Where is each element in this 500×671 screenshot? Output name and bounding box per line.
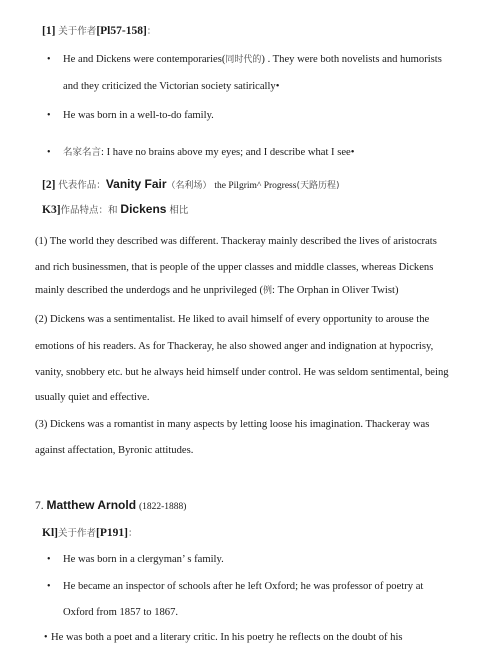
section2-number: [2]: [42, 179, 56, 191]
bullet-3-line-1: [63, 146, 354, 160]
para-2-line-4: usually quiet and effective.: [35, 392, 150, 403]
para-2-line-3: vanity, snobbery etc. but he always heid himself under control. He was seldom sentimental, being: [35, 367, 449, 378]
bullet-1-line-1: [63, 53, 442, 67]
para-1-last-cn: 例: [263, 286, 273, 296]
para-1-last-a: mainly described the underdogs and he unprivileged (: [35, 285, 263, 296]
arnold-bullet-2-line-2: Oxford from 1857 to 1867.: [63, 607, 179, 618]
section1-pages: [Pl57-158]: [96, 25, 147, 37]
work-pilgrim-progress: the Pilgrim^ Progress: [214, 181, 297, 191]
para-1-last-b: : The Orphan in Oliver Twist): [272, 285, 399, 296]
work-vanity-fair-cn: （名利场）: [166, 181, 212, 191]
bullet-marker: •: [47, 110, 51, 121]
section7-heading: [35, 498, 186, 514]
bullet-marker: •: [47, 147, 51, 158]
bullet-marker: •: [44, 632, 48, 643]
para-1-line-1: (1) The world they described was different. Thackeray mainly described the lives of aristocrats: [35, 236, 437, 247]
bullet-1-cn: 同时代的: [225, 55, 262, 65]
para-2-line-1: (2) Dickens was a sentimentalist. He liked to avail himself of every opportunity to arouse the: [35, 314, 430, 325]
para-1-line-2: and rich businessmen, that is people of the upper classes and middle classes, whereas Dickens: [35, 262, 434, 273]
section7-sub-colon: ：: [127, 528, 138, 539]
section1-title-cn: 关于作者: [58, 26, 97, 37]
bullet-2-line-1: He was born in a well-to-do family.: [63, 110, 214, 121]
arnold-bullet-3-line-1: He was both a poet and a literary critic. In his poetry he reflects on the doubt of his: [51, 632, 403, 643]
bullet-marker: •: [47, 54, 51, 65]
section3-compare-cn: 相比: [169, 205, 189, 216]
arnold-bullet-1-line-1: He was born in a clergyman’ s family.: [63, 554, 224, 565]
section7-author-name: Matthew Arnold: [46, 498, 137, 512]
section7-years: (1822-1888): [138, 502, 187, 512]
section1-colon: ：: [146, 26, 157, 37]
arnold-bullet-2-line-1: He became an inspector of schools after he left Oxford; he was professor of poetry at: [63, 581, 424, 592]
bullet-1-text-a: He and Dickens were contemporaries(: [63, 54, 226, 65]
bullet-marker: •: [47, 554, 51, 565]
section3-number: K3]: [42, 204, 61, 216]
work-pilgrim-progress-cn: (天路历程): [296, 181, 340, 191]
section7-sub-pages: [P191]: [96, 527, 128, 539]
para-3-line-2: against affectation, Byronic attitudes.: [35, 445, 194, 456]
work-vanity-fair: Vanity Fair: [105, 177, 167, 191]
section7-sub-heading: [42, 526, 137, 541]
bullet-1-line-2: and they criticized the Victorian society satirically•: [63, 81, 280, 92]
bullet-1-text-b: ) . They were both novelists and humorists: [261, 54, 442, 65]
section2-heading: [42, 177, 339, 193]
section3-label-cn: 作品特点：和: [60, 205, 118, 216]
section3-heading: [42, 202, 188, 218]
section2-label-cn: 代表作品：: [58, 180, 106, 191]
section3-dickens: Dickens: [120, 202, 167, 216]
section7-sub-number: Kl]: [42, 527, 58, 539]
section7-sub-title-cn: 关于作者: [57, 528, 96, 539]
bullet-3-text: : I have no brains above my eyes; and I describe what I see•: [101, 147, 355, 158]
section1-number: [1]: [42, 25, 56, 37]
para-2-line-2: emotions of his readers. As for Thackeray, he also showed anger and indignation at hypocrisy,: [35, 341, 434, 352]
bullet-marker: •: [47, 581, 51, 592]
para-3-line-1: (3) Dickens was a romantist in many aspects by letting loose his imagination. Thackeray was: [35, 419, 430, 430]
para-1-line-3: [35, 284, 398, 298]
bullet-3-cn: 名家名言: [63, 147, 102, 158]
section7-number: 7.: [35, 500, 44, 512]
section1-heading: [42, 24, 156, 39]
